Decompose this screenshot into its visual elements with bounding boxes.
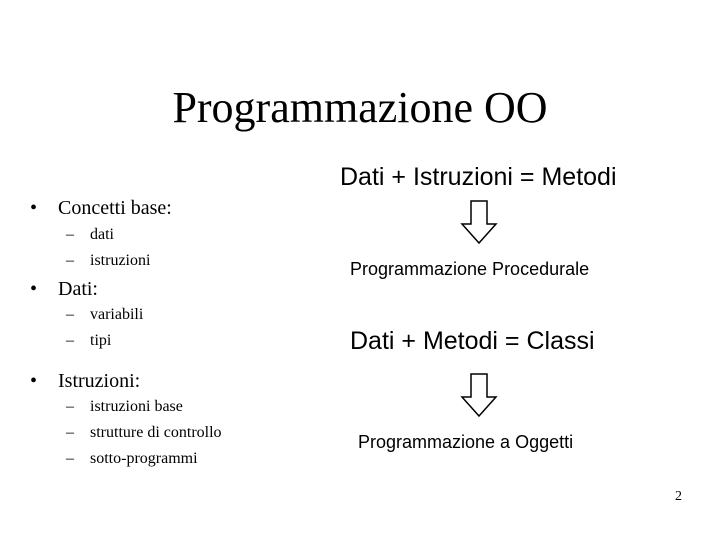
sub-item-label: dati bbox=[90, 226, 114, 243]
sub-item bbox=[66, 449, 198, 469]
sub-item bbox=[66, 423, 222, 443]
double-down-arrow-icon bbox=[460, 200, 498, 244]
sub-dash: – bbox=[66, 450, 74, 467]
sub-dash: – bbox=[66, 306, 74, 323]
equation-metodi: Dati + Istruzioni = Metodi bbox=[340, 163, 617, 191]
sub-dash: – bbox=[66, 226, 74, 243]
sub-dash: – bbox=[66, 252, 74, 269]
bullet-label: Dati: bbox=[58, 278, 98, 300]
sub-dash: – bbox=[66, 332, 74, 349]
sub-dash: – bbox=[66, 424, 74, 441]
bullet-dot: • bbox=[30, 197, 38, 219]
bullet-label: Istruzioni: bbox=[58, 370, 141, 392]
bullet-dot: • bbox=[30, 370, 38, 392]
double-down-arrow-icon bbox=[460, 373, 498, 417]
bullet-istruzioni bbox=[30, 369, 140, 393]
slide-title: Programmazione OO bbox=[172, 83, 548, 132]
sub-dash: – bbox=[66, 398, 74, 415]
result-procedurale: Programmazione Procedurale bbox=[350, 259, 590, 279]
sub-item bbox=[66, 331, 111, 351]
sub-item bbox=[66, 251, 150, 271]
sub-item-label: istruzioni base bbox=[90, 398, 183, 415]
sub-item-label: sotto-programmi bbox=[90, 450, 198, 467]
bullet-dot: • bbox=[30, 278, 38, 300]
sub-item bbox=[66, 225, 114, 245]
bullet-dati bbox=[30, 277, 98, 301]
sub-item bbox=[66, 397, 183, 417]
page-number: 2 bbox=[675, 489, 682, 504]
equation-classi: Dati + Metodi = Classi bbox=[350, 327, 595, 355]
sub-item-label: istruzioni bbox=[90, 252, 151, 269]
sub-item bbox=[66, 305, 143, 325]
bullet-concetti-base bbox=[30, 196, 172, 220]
sub-item-label: variabili bbox=[90, 306, 144, 323]
bullet-label: Concetti base: bbox=[58, 197, 172, 219]
result-oggetti: Programmazione a Oggetti bbox=[358, 432, 574, 452]
sub-item-label: strutture di controllo bbox=[90, 424, 222, 441]
sub-item-label: tipi bbox=[90, 332, 112, 349]
